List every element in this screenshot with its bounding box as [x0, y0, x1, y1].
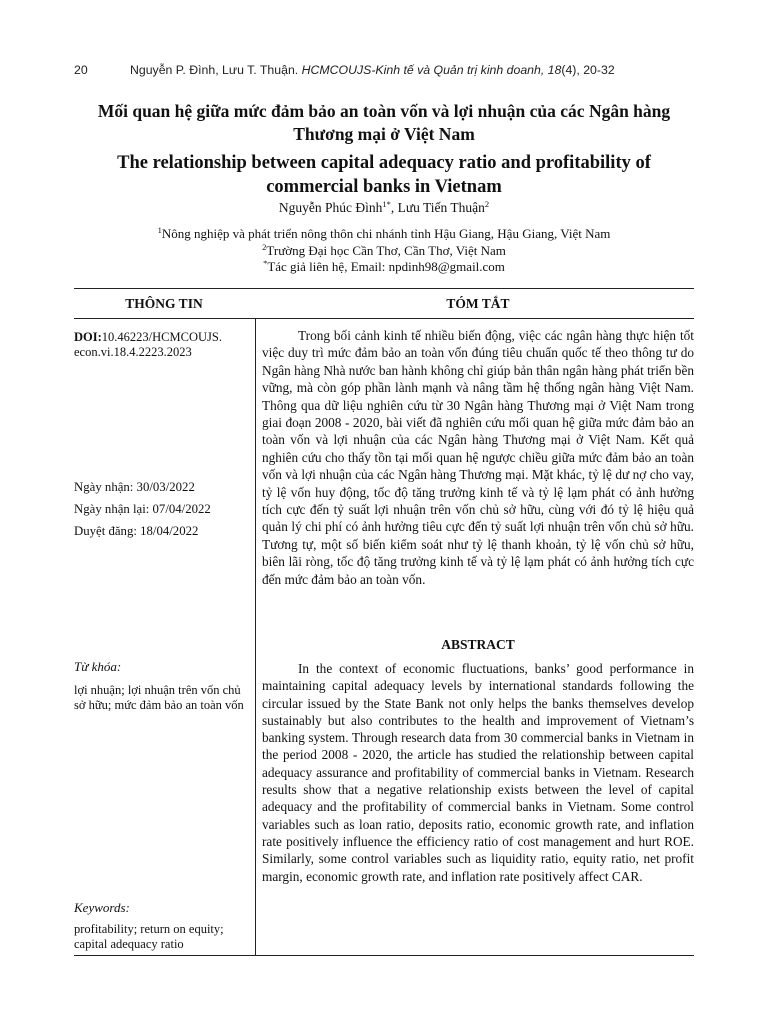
doi-value: 10.46223/HCMCOUJS.: [101, 330, 222, 344]
column-heading-info: THÔNG TIN: [125, 296, 203, 311]
accepted-date: Duyệt đăng: 18/04/2022: [74, 524, 199, 538]
dates-block: [74, 476, 252, 542]
bottom-rule: [74, 955, 694, 956]
author-name: Nguyễn Phúc Đình: [278, 200, 383, 215]
header-issue: (4), 20-32: [561, 63, 615, 77]
affiliations: [74, 226, 694, 276]
top-rule: [74, 288, 694, 289]
abstract-vietnamese: Trong bối cảnh kinh tế nhiều biến động, việc các ngân hàng thực hiện tốt việc duy trì mức đảm bảo an toàn vốn đúng tiêu chuẩn quốc tế theo thông tư do Ngân hàng Nhà nước ban hành không chỉ giúp bản thân ngân hàng phát triển bền vững, mà còn góp phần lành mạnh và nâng tầm hệ thống ngân hàng Việt Nam. Thông qua dữ liệu nghiên cứu từ 30 Ngân hàng Thương mại ở Việt Nam trong giai đoạn 2008 - 2020, bài viết đã nghiên cứu mối quan hệ giữa mức đảm bảo an toàn vốn và lợi nhuận của các Ngân hàng Thương mại ở Việt Nam. Kết quả nghiên cứu cho thấy tồn tại mối quan hệ ngược chiều giữa mức đảm bảo an toàn vốn và lợi nhuận của các Ngân hàng Thương mại. Mặt khác, tỷ lệ dư nợ cho vay, tỷ lệ vốn huy động, tốc độ tăng trưởng kinh tế và tỷ lệ lạm phát có ảnh hưởng tích cực đến tỷ suất lợi nhuận trên vốn chủ sở hữu, cùng với đó tỷ lệ hiệu quả quản lý chi phí có ảnh hưởng tiêu cực đến tỷ suất lợi nhuận trên vốn chủ sở hữu. Tương tự, một số biến kiểm soát như tỷ lệ thanh khoản, tỷ lệ vốn chủ sở hữu, biên lãi ròng, tốc độ tăng trưởng kinh tế và tỷ lệ lạm phát có ảnh hưởng tích cực đến mức đảm bảo an toàn vốn.: [262, 328, 694, 587]
affiliation-marker: 1: [157, 225, 162, 235]
affiliation: [74, 259, 694, 276]
keywords-vi: lợi nhuận; lợi nhuận trên vốn chủ sở hữu; mức đảm bảo an toàn vốn: [74, 683, 244, 712]
keywords-en: profitability; return on equity; capital adequacy ratio: [74, 922, 224, 951]
abstract-english: In the context of economic fluctuations, banks’ good performance in maintaining capital adequacy levels by international standards following the circular issued by the State Bank not only helps the banks themselves develop sustainably but also contributes to the health and improvement of Vietnam’s banking system. Through research data from 30 commercial banks in Vietnam in the period 2008 - 2020, the article has studied the relationship between capital adequacy assurance and profitability of commercial banks in Vietnam. Research results show that a negative relationship exists between the level of capital adequacy and the profitability of commercial banks in Vietnam. Some control variables such as loan ratio, deposits ratio, economic growth rate, and inflation rate positively influence the efficiency ratio of cost management and hurt ROE. Similarly, some control variables such as liquidity ratio, equity ratio, net profit margin, economic growth rate, and inflation rate positively affect CAR.: [262, 661, 694, 884]
author-separator: ,: [390, 200, 398, 215]
affiliation-marker: *: [263, 258, 268, 268]
affiliation-text: Trường Đại học Cần Thơ, Cần Thơ, Việt Nam: [266, 242, 506, 258]
page-number: 20: [74, 63, 88, 77]
affiliation-text: Nông nghiệp và phát triển nông thôn chi nhánh tỉnh Hậu Giang, Hậu Giang, Việt Nam: [161, 226, 611, 241]
keywords-en-label: Keywords:: [74, 900, 130, 915]
revised-date: Ngày nhận lại: 07/04/2022: [74, 502, 211, 516]
title-vietnamese: Mối quan hệ giữa mức đảm bảo an toàn vốn và lợi nhuận của các Ngân hàng Thương mại ở Việt Nam: [97, 101, 671, 144]
keywords-vi-label: Từ khóa:: [74, 659, 122, 674]
doi-block: [74, 330, 252, 360]
affiliation-marker: 2: [262, 241, 267, 252]
abstract-heading: ABSTRACT: [441, 637, 515, 652]
author-line: [74, 200, 694, 216]
author-marker: 2: [484, 199, 490, 209]
column-heading-summary: TÓM TẮT: [446, 296, 510, 311]
affiliation: [74, 226, 694, 243]
doi-value-cont: econ.vi.18.4.2223.2023: [74, 345, 192, 359]
affiliation: [74, 243, 694, 260]
title-english: The relationship between capital adequacy ratio and profitability of commercial banks in Vietnam: [117, 153, 651, 197]
header-journal: HCMCOUJS-Kinh tế và Quản trị kinh doanh, 18: [301, 63, 562, 77]
author-marker: 1*: [382, 199, 391, 209]
doi-label: DOI:: [74, 330, 102, 344]
heading-rule: [74, 318, 694, 319]
header-authors: Nguyễn P. Đình, Lưu T. Thuận.: [130, 63, 299, 77]
column-divider: [255, 318, 256, 955]
author-name: Lưu Tiến Thuận: [397, 200, 485, 215]
received-date: Ngày nhận: 30/03/2022: [74, 480, 195, 494]
running-header: [74, 63, 694, 77]
affiliation-text: Tác giả liên hệ, Email: npdinh98@gmail.com: [267, 259, 505, 274]
